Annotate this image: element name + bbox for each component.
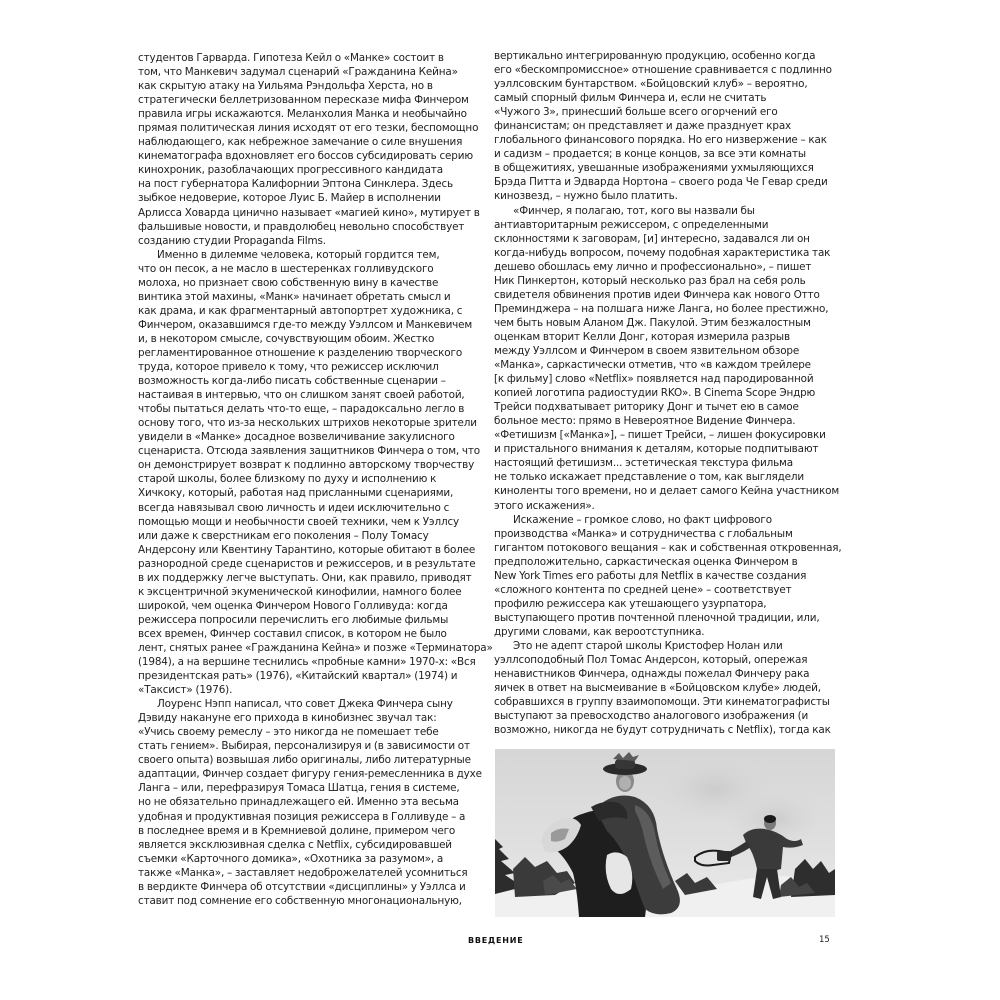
left-column-line: Финчером, оказавшимся где-то между Уэллсом и Манкевичем bbox=[138, 318, 473, 331]
left-column-line: правила игры искажаются. Меланхолия Манка и необычайно bbox=[138, 108, 467, 121]
left-column-line: ставит под сомнение его собственную многонациональную, bbox=[138, 894, 462, 907]
right-column-line: больное место: прямо в Невероятное Видение Финчера. bbox=[494, 415, 796, 428]
right-column-line: настоящий фетишизм... эстетическая текстура фильма bbox=[494, 457, 793, 470]
left-column-line: как скрытую атаку на Уильяма Рэндольфа Херста, но в bbox=[138, 80, 433, 93]
left-column-line: регламентированное отношение к разделению творческого bbox=[138, 346, 463, 359]
right-column-line: и пристального внимания к деталям, которые подпитывают bbox=[494, 443, 819, 456]
left-column-line: кинематографа вдохновляет его боссов субсидировать серию bbox=[138, 150, 473, 163]
left-text-column bbox=[138, 51, 493, 908]
right-column-line: уэллсоподобный Пол Томас Андерсон, который, опережая bbox=[494, 654, 808, 667]
right-column-line: Искажение – громкое слово, но факт цифрового bbox=[513, 513, 772, 526]
left-column-line: в вердикте Финчера об отсутствии «дисциплины» у Уэллса и bbox=[138, 880, 466, 893]
left-column-line: всех времен, Финчер составил список, в котором не было bbox=[138, 627, 447, 640]
right-column-line: выступающего против почтенной пленочной традиции, или, bbox=[494, 611, 820, 624]
right-column-line: производства «Манка» и сотрудничества с глобальным bbox=[494, 527, 793, 540]
left-column-line: том, что Манкевич задумал сценарий «Гражданина Кейна» bbox=[138, 66, 458, 79]
running-footer-section-title: ВВЕДЕНИЕ bbox=[468, 936, 524, 945]
right-column-line: когда-нибудь вопросом, почему подобная характеристика так bbox=[494, 246, 831, 259]
right-column-line: Брэда Питта и Эдварда Нортона – своего рода Че Гевар среди bbox=[494, 176, 828, 189]
right-column-line: и садизм – продается; в конце концов, за все эти комнаты bbox=[494, 148, 806, 161]
left-column-line: Андерсону или Квентину Тарантино, которые обитают в более bbox=[138, 543, 476, 556]
left-column-line: к эксцентричной экуменической кинофилии, намного более bbox=[138, 585, 462, 598]
right-column-line: кинозвезд, – нужно было платить. bbox=[494, 190, 678, 203]
left-column-line: студентов Гарварда. Гипотеза Кейл о «Манке» состоит в bbox=[138, 52, 444, 64]
right-column-line: дешево обошлась ему лично и профессионально», – пишет bbox=[494, 260, 812, 273]
right-column-line: уэллсовским бунтарством. «Бойцовский клуб» – вероятно, bbox=[494, 78, 808, 91]
right-column-line: киноленты того времени, но и делает самого Кейна участником bbox=[494, 485, 840, 498]
right-column-line: профилю режиссера как утешающего узурпатора, bbox=[494, 597, 767, 610]
right-column-line: Трейси подхватывает риторику Донг и тычет ею в самое bbox=[494, 401, 799, 414]
right-column-line: Преминджера – на полшага ниже Ланга, но более престижно, bbox=[494, 302, 829, 315]
left-column-line: «Таксист» (1976). bbox=[138, 684, 233, 697]
right-column-line: собравшихся в группу взаимопомощи. Эти кинематографисты bbox=[494, 696, 830, 709]
left-column-line: широкой, чем оценка Финчером Нового Голливуда: когда bbox=[138, 599, 448, 612]
left-column-line: удобная и продуктивная позиция режиссера в Голливуде – а bbox=[138, 810, 466, 823]
right-column-line: «сложного контента по средней цене» – соответствует bbox=[494, 583, 792, 596]
right-column-line: его «бескомпромиссное» отношение сравнивается с подлинно bbox=[494, 64, 832, 77]
left-column-line: Арлисса Ховарда цинично называет «магией кино», мутирует в bbox=[138, 206, 480, 219]
right-column-line: антиавторитарным режиссером, с определенными bbox=[494, 218, 769, 231]
right-column-line: возможно, никогда не будут сотрудничать с Netflix), тогда как bbox=[494, 724, 831, 737]
right-text-column bbox=[494, 49, 842, 737]
left-column-line: прямая политическая линия исходят от его тезки, беспомощно bbox=[138, 122, 479, 135]
right-column-line: склонностями к заговорам, [и] интересно, задавался ли он bbox=[494, 232, 810, 245]
right-column-line: «Чужого 3», принесший больше всего огорчений его bbox=[494, 106, 778, 119]
left-column-line: «Учись своему ремеслу – это никогда не помешает тебе bbox=[138, 726, 439, 739]
left-column-line: но не обязательно принадлежащего ей. Именно эта весьма bbox=[138, 796, 459, 809]
left-column-line: является эксклюзивная сделка с Netflix, субсидировавшей bbox=[138, 838, 452, 851]
right-column-line: вертикально интегрированную продукцию, особенно когда bbox=[494, 50, 816, 62]
left-column-line: и, в некотором смысле, сочувствующим обоим. Жестко bbox=[138, 332, 435, 345]
right-column-line: Это не адепт старой школы Кристофер Нолан или bbox=[513, 639, 783, 652]
right-column-line: в общежитиях, увешанные изображениями ухмыляющихся bbox=[494, 162, 814, 175]
right-column-line: копией логотипа радиостудии RKO». В Cinema Scope Эндрю bbox=[494, 387, 816, 400]
right-column-line: «Фетишизм [«Манка»], – пишет Трейси, – лишен фокусировки bbox=[494, 429, 826, 442]
left-column-line: фальшивые новости, и правдолюбец невольно способствует bbox=[138, 220, 465, 233]
left-column-line: на пост губернатора Калифорнии Эптона Синклера. Здесь bbox=[138, 178, 454, 191]
left-column-line: съемки «Карточного домика», «Охотника за разумом», а bbox=[138, 852, 444, 865]
right-column-line: New York Times его работы для Netflix в качестве создания bbox=[494, 569, 807, 582]
left-column-line: старой школы, более близкому по духу и исполнению к bbox=[138, 473, 437, 486]
left-column-line: кинохроник, разоблачающих прогрессивного кандидата bbox=[138, 164, 443, 177]
right-column-line: другими словами, как вероотступника. bbox=[494, 625, 705, 638]
left-column-line: стать гением». Выбирая, персонализируя и (в зависимости от bbox=[138, 740, 470, 753]
left-column-line: он демонстрирует возврат к подлинно авторскому творчеству bbox=[138, 459, 475, 472]
right-column-line: яичек в ответ на высмеивание в «Бойцовском клубе» людей, bbox=[494, 682, 821, 695]
left-column-line: лент, снятых ранее «Гражданина Кейна» и позже «Терминатора» bbox=[138, 641, 493, 654]
left-column-line: разнородной среде сценаристов и режиссеров, и в результате bbox=[138, 557, 476, 570]
left-column-line: труда, которое привело к тому, что режиссер исключил bbox=[138, 361, 439, 374]
right-column-line: выступают за превосходство аналогового изображения (и bbox=[494, 710, 809, 723]
left-column-line: (1984), а на вершине теснились «пробные камни» 1970-х: «Вся bbox=[138, 656, 476, 669]
right-column-line: этого искажения». bbox=[494, 499, 595, 512]
left-column-line: адаптации, Финчер создает фигуру гения-ремесленника в духе bbox=[138, 768, 482, 781]
right-column-line: Ник Пинкертон, который несколько раз брал на себя роль bbox=[494, 274, 806, 287]
left-column-line: чтобы пытаться делать что-то еще, – парадоксально легло в bbox=[138, 403, 465, 416]
left-column-line: сценариста. Отсюда заявления защитников Финчера о том, что bbox=[138, 445, 481, 458]
left-column-line: настаивая в интервью, что он слишком занят своей работой, bbox=[138, 389, 465, 402]
left-column-line: своего опыта) возвышая либо оригиналы, либо литературные bbox=[138, 754, 471, 767]
film-still-illustration bbox=[495, 749, 835, 917]
right-column-line: финансистам; он представляет и даже празднует крах bbox=[494, 120, 792, 133]
right-column-line: оценкам вторит Келли Донг, которая измерила разрыв bbox=[494, 330, 790, 343]
right-column-line: не только искажает представление о том, как выглядели bbox=[494, 471, 805, 484]
left-column-line: увидели в «Манке» досадное возвеличивание закулисного bbox=[138, 431, 455, 444]
left-column-line: наблюдающего, как небрежное замечание о силе внушения bbox=[138, 136, 463, 149]
right-column-line: «Манка», саркастически отметив, что «в каждом трейлере bbox=[494, 359, 811, 372]
right-column-line: гигантом потокового вещания – как и собственная откровенная, bbox=[494, 541, 842, 554]
left-column-line: Именно в дилемме человека, который гордится тем, bbox=[157, 248, 440, 261]
right-column-line: свидетеля обвинения против идеи Финчера как нового Отто bbox=[494, 288, 820, 301]
right-column-line: самый спорный фильм Финчера и, если не считать bbox=[494, 92, 767, 105]
left-column-line: в их поддержку легче выступать. Они, как правило, приводят bbox=[138, 571, 472, 584]
right-column-line: ненавистников Финчера, однажды пожелал Финчеру рака bbox=[494, 668, 810, 681]
right-column-line: «Финчер, я полагаю, тот, кого вы назвали бы bbox=[513, 204, 755, 217]
left-column-line: также «Манка», – заставляет недоброжелателей усомниться bbox=[138, 866, 468, 879]
left-column-line: Ланга – или, перефразируя Томаса Шатца, гения в системе, bbox=[138, 782, 460, 795]
right-column-line: чем быть новым Аланом Дж. Пакулой. Этим безжалостным bbox=[494, 316, 811, 329]
left-column-line: зыбкое недоверие, которое Луис Б. Майер в исполнении bbox=[138, 192, 441, 205]
left-column-line: помощью мощи и необычности своей техники, чем к Уэллсу bbox=[138, 515, 460, 528]
left-column-line: возможность когда-либо писать собственные сценарии – bbox=[138, 375, 446, 388]
right-column-line: глобального финансового порядка. Но его низвержение – как bbox=[494, 134, 827, 147]
left-column-line: молоха, но признает свою собственную вину в качестве bbox=[138, 276, 439, 289]
left-column-line: как драма, и как фрагментарный автопортрет художника, с bbox=[138, 304, 463, 317]
left-column-line: Хичкоку, который, работая над присланными сценариями, bbox=[138, 487, 454, 500]
page-number: 15 bbox=[819, 935, 830, 945]
right-column-line: [к фильму] слово «Netflix» появляется над пародированной bbox=[494, 373, 814, 386]
film-still-photo bbox=[495, 749, 835, 917]
left-column-line: Дэвиду накануне его прихода в кинобизнес звучал так: bbox=[138, 712, 437, 725]
left-column-line: в последнее время и в Кремниевой долине, примером чего bbox=[138, 824, 456, 837]
left-column-line: президентская рать» (1976), «Китайский квартал» (1974) и bbox=[138, 670, 458, 683]
left-column-line: или даже к сверстникам его поколения – Полу Томасу bbox=[138, 529, 429, 542]
left-column-line: винтика этой махины, «Манк» начинает обретать смысл и bbox=[138, 290, 451, 303]
right-column-line: между Уэллсом и Финчером в своем язвительном обзоре bbox=[494, 344, 800, 357]
left-column-line: созданию студии Propaganda Films. bbox=[138, 234, 326, 247]
left-column-line: всегда навязывал свою личность и идеи исключительно с bbox=[138, 501, 450, 514]
left-column-line: Лоуренс Нэпп написал, что совет Джека Финчера сыну bbox=[157, 698, 453, 711]
left-column-line: стратегически беллетризованном пересказе мифа Финчером bbox=[138, 94, 469, 107]
left-column-line: основу того, что из-за нескольких штрихов некоторые зрители bbox=[138, 417, 477, 430]
left-column-line: что он песок, а не масло в шестеренках голливудского bbox=[138, 262, 434, 275]
right-column-line: предположительно, саркастическая оценка Финчером в bbox=[494, 555, 798, 568]
left-column-line: режиссера попросили перечислить его любимые фильмы bbox=[138, 613, 449, 626]
